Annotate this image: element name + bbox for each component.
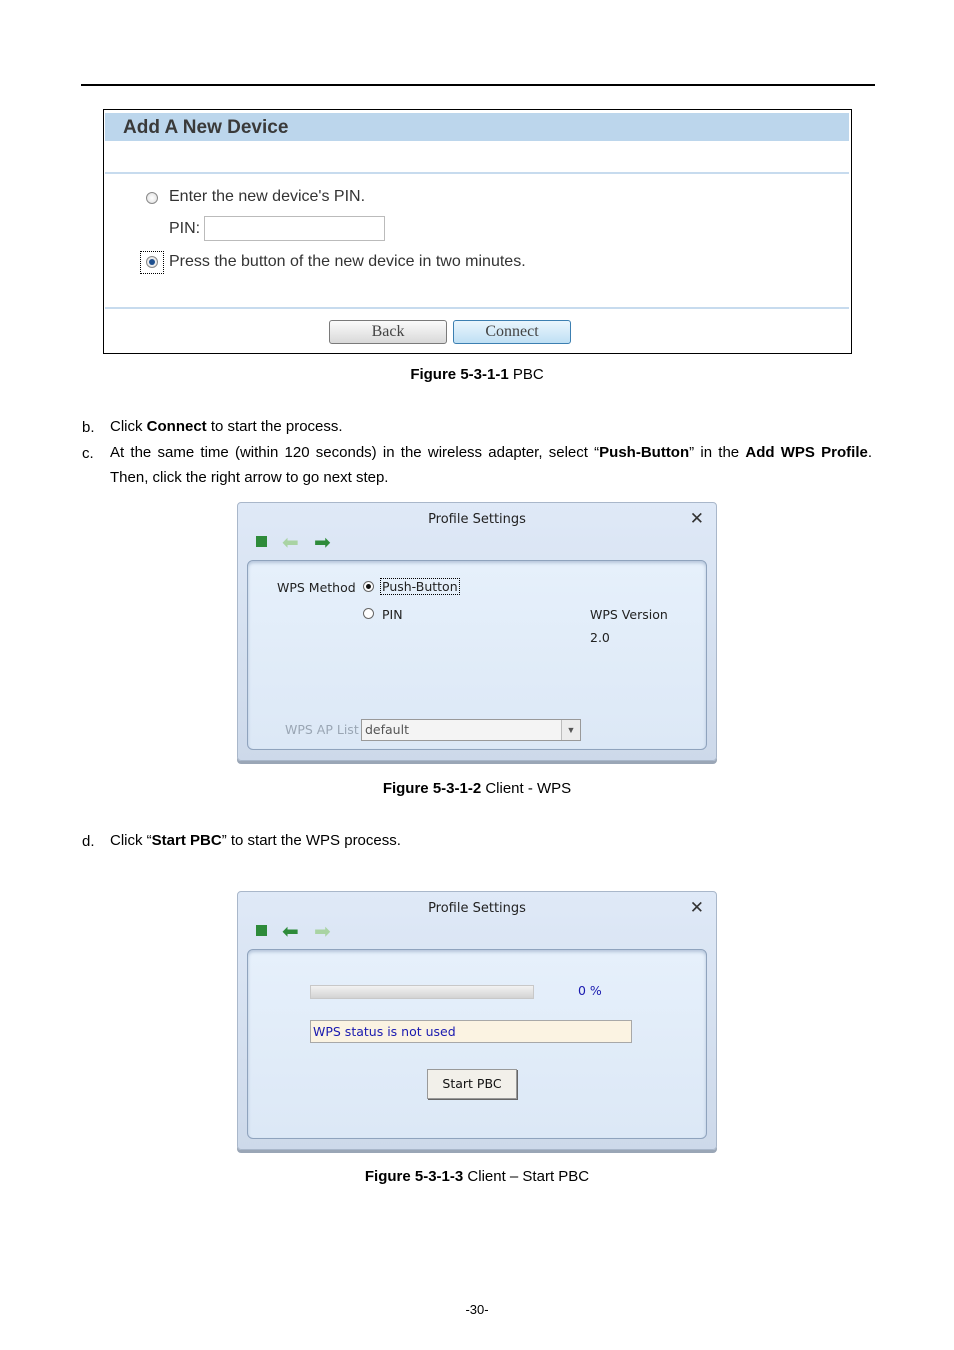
step-d-text xyxy=(110,828,872,853)
text-run: Click xyxy=(110,418,147,435)
bold-run: Push-Button xyxy=(599,444,690,461)
caption-number: Figure 5-3-1-1 xyxy=(410,366,509,383)
caption-number: Figure 5-3-1-2 xyxy=(382,780,482,797)
button-option-radio[interactable] xyxy=(146,256,158,268)
panel-title: Add A New Device xyxy=(123,117,289,138)
text-run: ” to start the WPS process. xyxy=(221,832,401,849)
next-arrow-icon[interactable]: ➡ xyxy=(314,530,331,554)
pin-option-label: Enter the new device's PIN. xyxy=(169,188,366,205)
add-device-panel xyxy=(103,109,852,354)
back-button[interactable]: Back xyxy=(329,320,447,344)
caption-number: Figure 5-3-1-3 xyxy=(364,1168,464,1185)
step-label: b. xyxy=(82,419,95,436)
bold-run: Connect xyxy=(146,418,207,435)
page-number: -30- xyxy=(465,1302,489,1317)
ap-list-select[interactable] xyxy=(361,719,581,741)
close-icon[interactable]: ✕ xyxy=(689,509,704,529)
bold-run: Start PBC xyxy=(151,832,222,849)
window-title: Profile Settings xyxy=(428,901,526,916)
profile-settings-window xyxy=(237,891,717,1150)
text-run: Click “ xyxy=(110,832,152,849)
divider xyxy=(105,172,849,174)
start-pbc-button[interactable]: Start PBC xyxy=(427,1069,517,1099)
close-icon[interactable]: ✕ xyxy=(689,898,704,918)
text-run: ” in the xyxy=(689,444,746,461)
push-button-radio[interactable] xyxy=(363,581,374,592)
back-arrow-icon[interactable]: ⬅ xyxy=(282,919,299,943)
next-arrow-icon[interactable]: ➡ xyxy=(314,919,331,943)
wps-version-value: 2.0 xyxy=(590,630,610,645)
back-arrow-icon[interactable]: ⬅ xyxy=(282,530,299,554)
button-option-label: Press the button of the new device in two minutes. xyxy=(169,253,526,270)
window-title: Profile Settings xyxy=(428,512,526,527)
figure-caption xyxy=(0,780,954,797)
pin-option-radio[interactable] xyxy=(146,192,158,204)
step-b-text xyxy=(110,414,872,439)
step-c-text xyxy=(110,440,872,490)
step-label: c. xyxy=(82,445,94,462)
settings-panel xyxy=(247,560,707,750)
progress-bar xyxy=(310,985,534,999)
pin-radio[interactable] xyxy=(363,608,374,619)
wps-panel xyxy=(247,949,707,1139)
header-rule xyxy=(81,84,875,86)
ap-list-value: default xyxy=(365,722,409,737)
caption-text: PBC xyxy=(508,366,544,383)
pin-input[interactable] xyxy=(204,216,385,241)
progress-percent: 0 % xyxy=(578,983,602,998)
connect-button[interactable]: Connect xyxy=(453,320,571,344)
bold-run: Add WPS Profile xyxy=(745,444,868,461)
text-run: to start the process. xyxy=(206,418,343,435)
stop-icon[interactable] xyxy=(256,925,267,936)
wps-status-field: WPS status is not used xyxy=(310,1020,632,1043)
text-run: At the same time (within 120 seconds) in the wireless adapter, select “ xyxy=(110,444,600,461)
wps-method-label: WPS Method xyxy=(277,580,356,595)
ap-list-label: WPS AP List xyxy=(285,722,359,737)
push-button-label: Push-Button xyxy=(382,579,458,594)
panel-titlebar xyxy=(105,113,849,141)
step-label: d. xyxy=(82,833,95,850)
divider xyxy=(105,307,849,309)
stop-icon[interactable] xyxy=(256,536,267,547)
wps-version-label: WPS Version xyxy=(590,607,668,622)
caption-text: Client - WPS xyxy=(481,780,572,797)
pin-method-label: PIN xyxy=(382,607,403,622)
caption-text: Client – Start PBC xyxy=(463,1168,590,1185)
text-run: . Then, click the right arrow to go next step. xyxy=(110,444,872,486)
pin-label: PIN: xyxy=(169,220,201,237)
figure-caption xyxy=(0,1168,954,1185)
chevron-down-icon: ▼ xyxy=(561,720,580,740)
figure-caption xyxy=(0,366,954,383)
profile-settings-window xyxy=(237,502,717,761)
